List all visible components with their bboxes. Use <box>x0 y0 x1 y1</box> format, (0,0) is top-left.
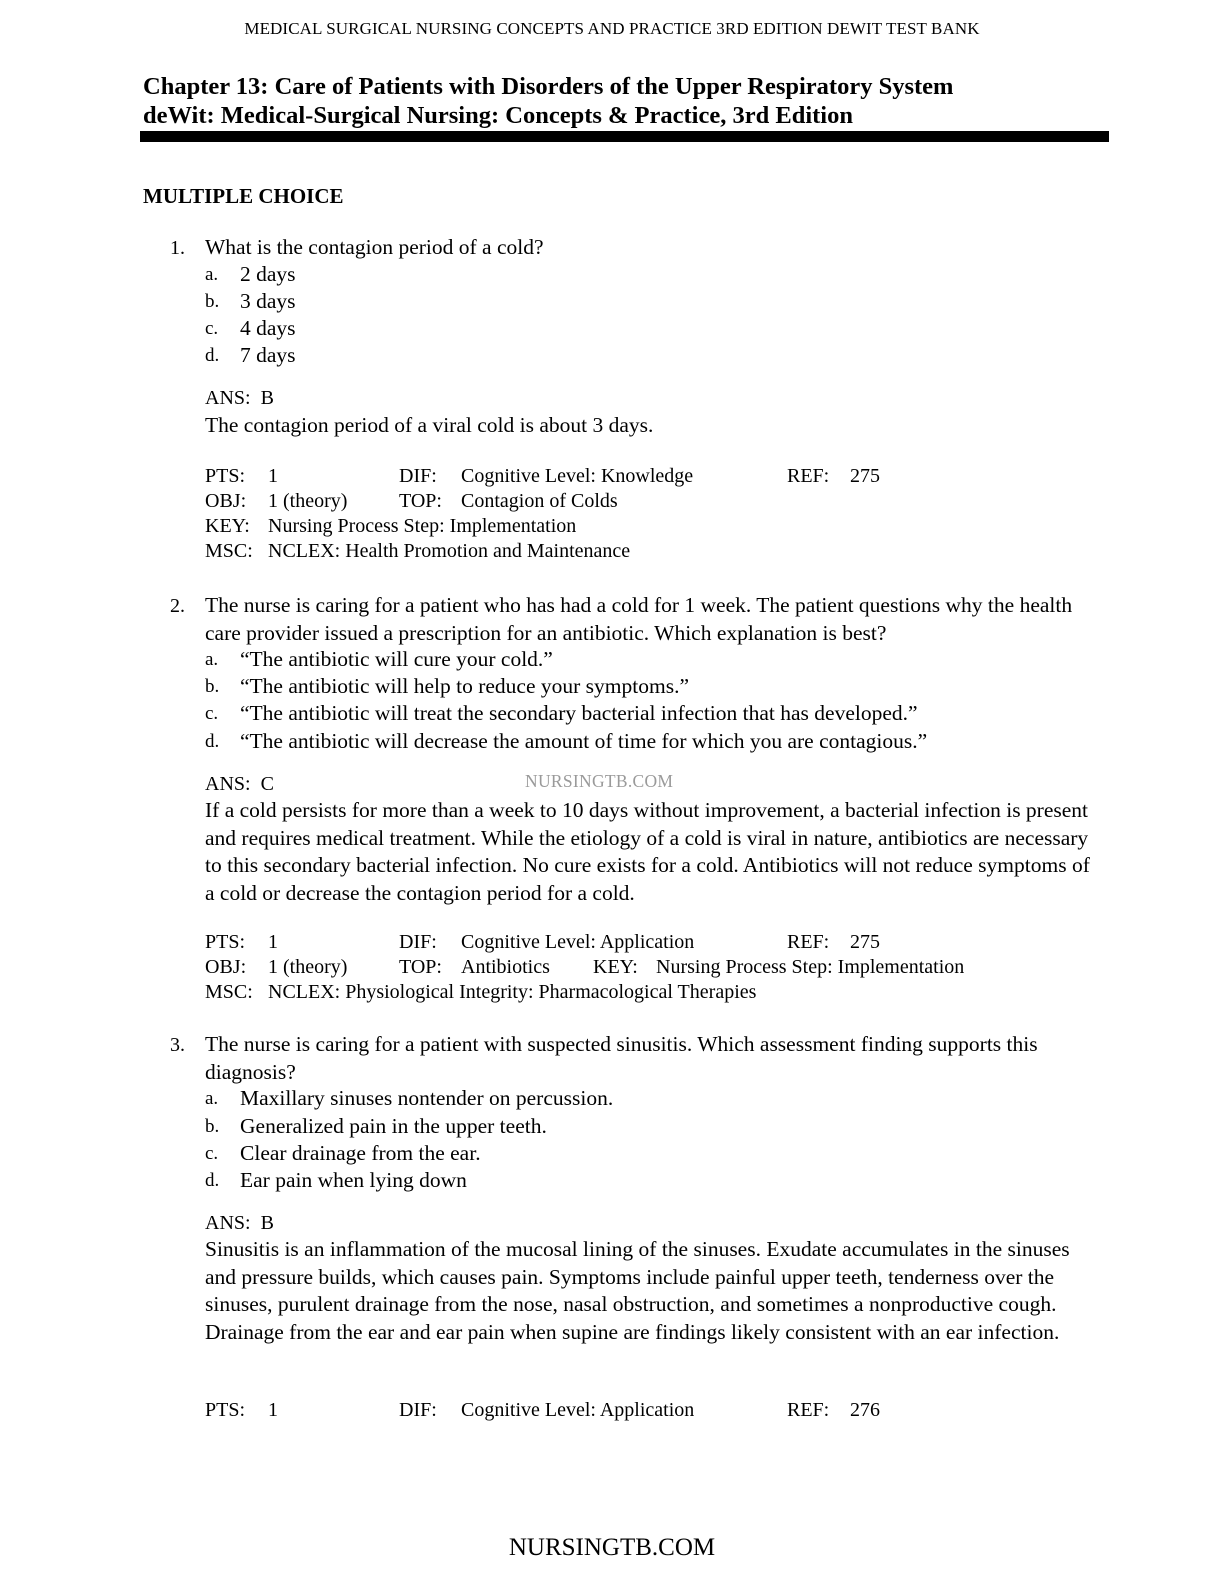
question-stem: The nurse is caring for a patient with suspected sinusitis. Which assessment finding supports this diagnosis? <box>205 1032 1038 1084</box>
pts-label: PTS: <box>205 931 246 953</box>
dif-value: Cognitive Level: Application <box>461 1399 695 1421</box>
option-text: 3 days <box>240 289 296 313</box>
top-label: TOP: <box>399 956 442 978</box>
rationale: The contagion period of a viral cold is about 3 days. <box>205 413 654 437</box>
section-title: MULTIPLE CHOICE <box>143 184 344 208</box>
option-text: “The antibiotic will treat the secondary bacterial infection that has developed.” <box>240 701 918 725</box>
key-value: Nursing Process Step: Implementation <box>268 515 577 537</box>
answer-value: B <box>260 1212 274 1234</box>
option-text: 7 days <box>240 343 296 367</box>
chapter-title-line2: deWit: Medical-Surgical Nursing: Concepts & Practice, 3rd Edition <box>143 102 853 129</box>
ref-label: REF: <box>787 1399 830 1421</box>
question-number: 3. <box>170 1034 185 1056</box>
key-label: KEY: <box>593 956 638 978</box>
pts-label: PTS: <box>205 1399 246 1421</box>
question-number: 2. <box>170 595 185 617</box>
msc-value: NCLEX: Health Promotion and Maintenance <box>268 540 631 562</box>
running-header: MEDICAL SURGICAL NURSING CONCEPTS AND PRACTICE 3RD EDITION DEWIT TEST BANK <box>244 19 980 38</box>
dif-label: DIF: <box>399 465 437 487</box>
answer-line <box>205 771 274 798</box>
dif-label: DIF: <box>399 931 437 953</box>
option-text: 2 days <box>240 262 296 286</box>
rationale: If a cold persists for more than a week to 10 days without improvement, a bacterial infection is present and requires medical treatment. While the etiology of a cold is viral in nature, antibiotics are necessary to this secondary bacterial infection. No cure exists for a cold. Antibiotics will not reduce symptoms of a cold or decrease the contagion period for a cold. <box>205 798 1090 905</box>
dif-label: DIF: <box>399 1399 437 1421</box>
option-letter: d. <box>205 1170 220 1191</box>
option-letter: b. <box>205 291 220 312</box>
question-number: 1. <box>170 237 185 259</box>
msc-value: NCLEX: Physiological Integrity: Pharmacological Therapies <box>268 981 757 1003</box>
answer-line <box>205 1210 274 1237</box>
chapter-title <box>143 72 953 130</box>
option-letter: b. <box>205 676 220 697</box>
ref-label: REF: <box>787 465 830 487</box>
answer-label: ANS: <box>205 1212 251 1234</box>
top-label: TOP: <box>399 490 442 512</box>
option-text: “The antibiotic will help to reduce your symptoms.” <box>240 674 690 698</box>
option-text: Clear drainage from the ear. <box>240 1141 481 1165</box>
ref-value: 275 <box>850 465 880 487</box>
option-letter: a. <box>205 649 219 670</box>
option-text: 4 days <box>240 316 296 340</box>
question-stem: What is the contagion period of a cold? <box>205 235 544 259</box>
watermark: NURSINGTB.COM <box>525 771 674 791</box>
dif-value: Cognitive Level: Knowledge <box>461 465 694 487</box>
pts-value: 1 <box>268 465 278 487</box>
option-text: Ear pain when lying down <box>240 1168 467 1192</box>
pts-value: 1 <box>268 931 278 953</box>
option-letter: c. <box>205 318 219 339</box>
option-text: Maxillary sinuses nontender on percussion. <box>240 1086 614 1110</box>
key-label: KEY: <box>205 515 250 537</box>
pts-value: 1 <box>268 1399 278 1421</box>
option-letter: c. <box>205 1143 219 1164</box>
option-text: “The antibiotic will decrease the amount of time for which you are contagious.” <box>240 729 928 753</box>
ref-value: 275 <box>850 931 880 953</box>
answer-value: C <box>260 773 274 795</box>
msc-label: MSC: <box>205 981 253 1003</box>
top-value: Antibiotics <box>461 956 550 978</box>
chapter-title-line1: Chapter 13: Care of Patients with Disorders of the Upper Respiratory System <box>143 73 954 100</box>
top-value: Contagion of Colds <box>461 490 618 512</box>
pts-label: PTS: <box>205 465 246 487</box>
answer-value: B <box>260 387 274 409</box>
obj-value: 1 (theory) <box>268 490 348 512</box>
option-letter: c. <box>205 703 219 724</box>
answer-label: ANS: <box>205 387 251 409</box>
obj-label: OBJ: <box>205 956 247 978</box>
answer-label: ANS: <box>205 773 251 795</box>
option-letter: b. <box>205 1116 220 1137</box>
ref-label: REF: <box>787 931 830 953</box>
question-stem: The nurse is caring for a patient who has had a cold for 1 week. The patient questions why the health care provider issued a prescription for an antibiotic. Which explanation is best? <box>205 593 1073 645</box>
option-letter: d. <box>205 345 220 366</box>
answer-line <box>205 385 274 412</box>
obj-value: 1 (theory) <box>268 956 348 978</box>
header-rule <box>140 131 1109 142</box>
dif-value: Cognitive Level: Application <box>461 931 695 953</box>
rationale: Sinusitis is an inflammation of the mucosal lining of the sinuses. Exudate accumulates in the sinuses and pressure builds, which causes pain. Symptoms include painful upper teeth, tenderness over the sinuses, purulent drainage from the nose, nasal obstruction, and sometimes a nonproductive cough. Drainage from the ear and ear pain when supine are findings likely consistent with an ear infection. <box>205 1237 1070 1344</box>
option-text: “The antibiotic will cure your cold.” <box>240 647 553 671</box>
option-letter: a. <box>205 1088 219 1109</box>
option-letter: d. <box>205 731 220 752</box>
option-letter: a. <box>205 264 219 285</box>
footer: NURSINGTB.COM <box>508 1534 716 1561</box>
key-value: Nursing Process Step: Implementation <box>656 956 965 978</box>
ref-value: 276 <box>850 1399 880 1421</box>
msc-label: MSC: <box>205 540 253 562</box>
option-text: Generalized pain in the upper teeth. <box>240 1114 547 1138</box>
obj-label: OBJ: <box>205 490 247 512</box>
